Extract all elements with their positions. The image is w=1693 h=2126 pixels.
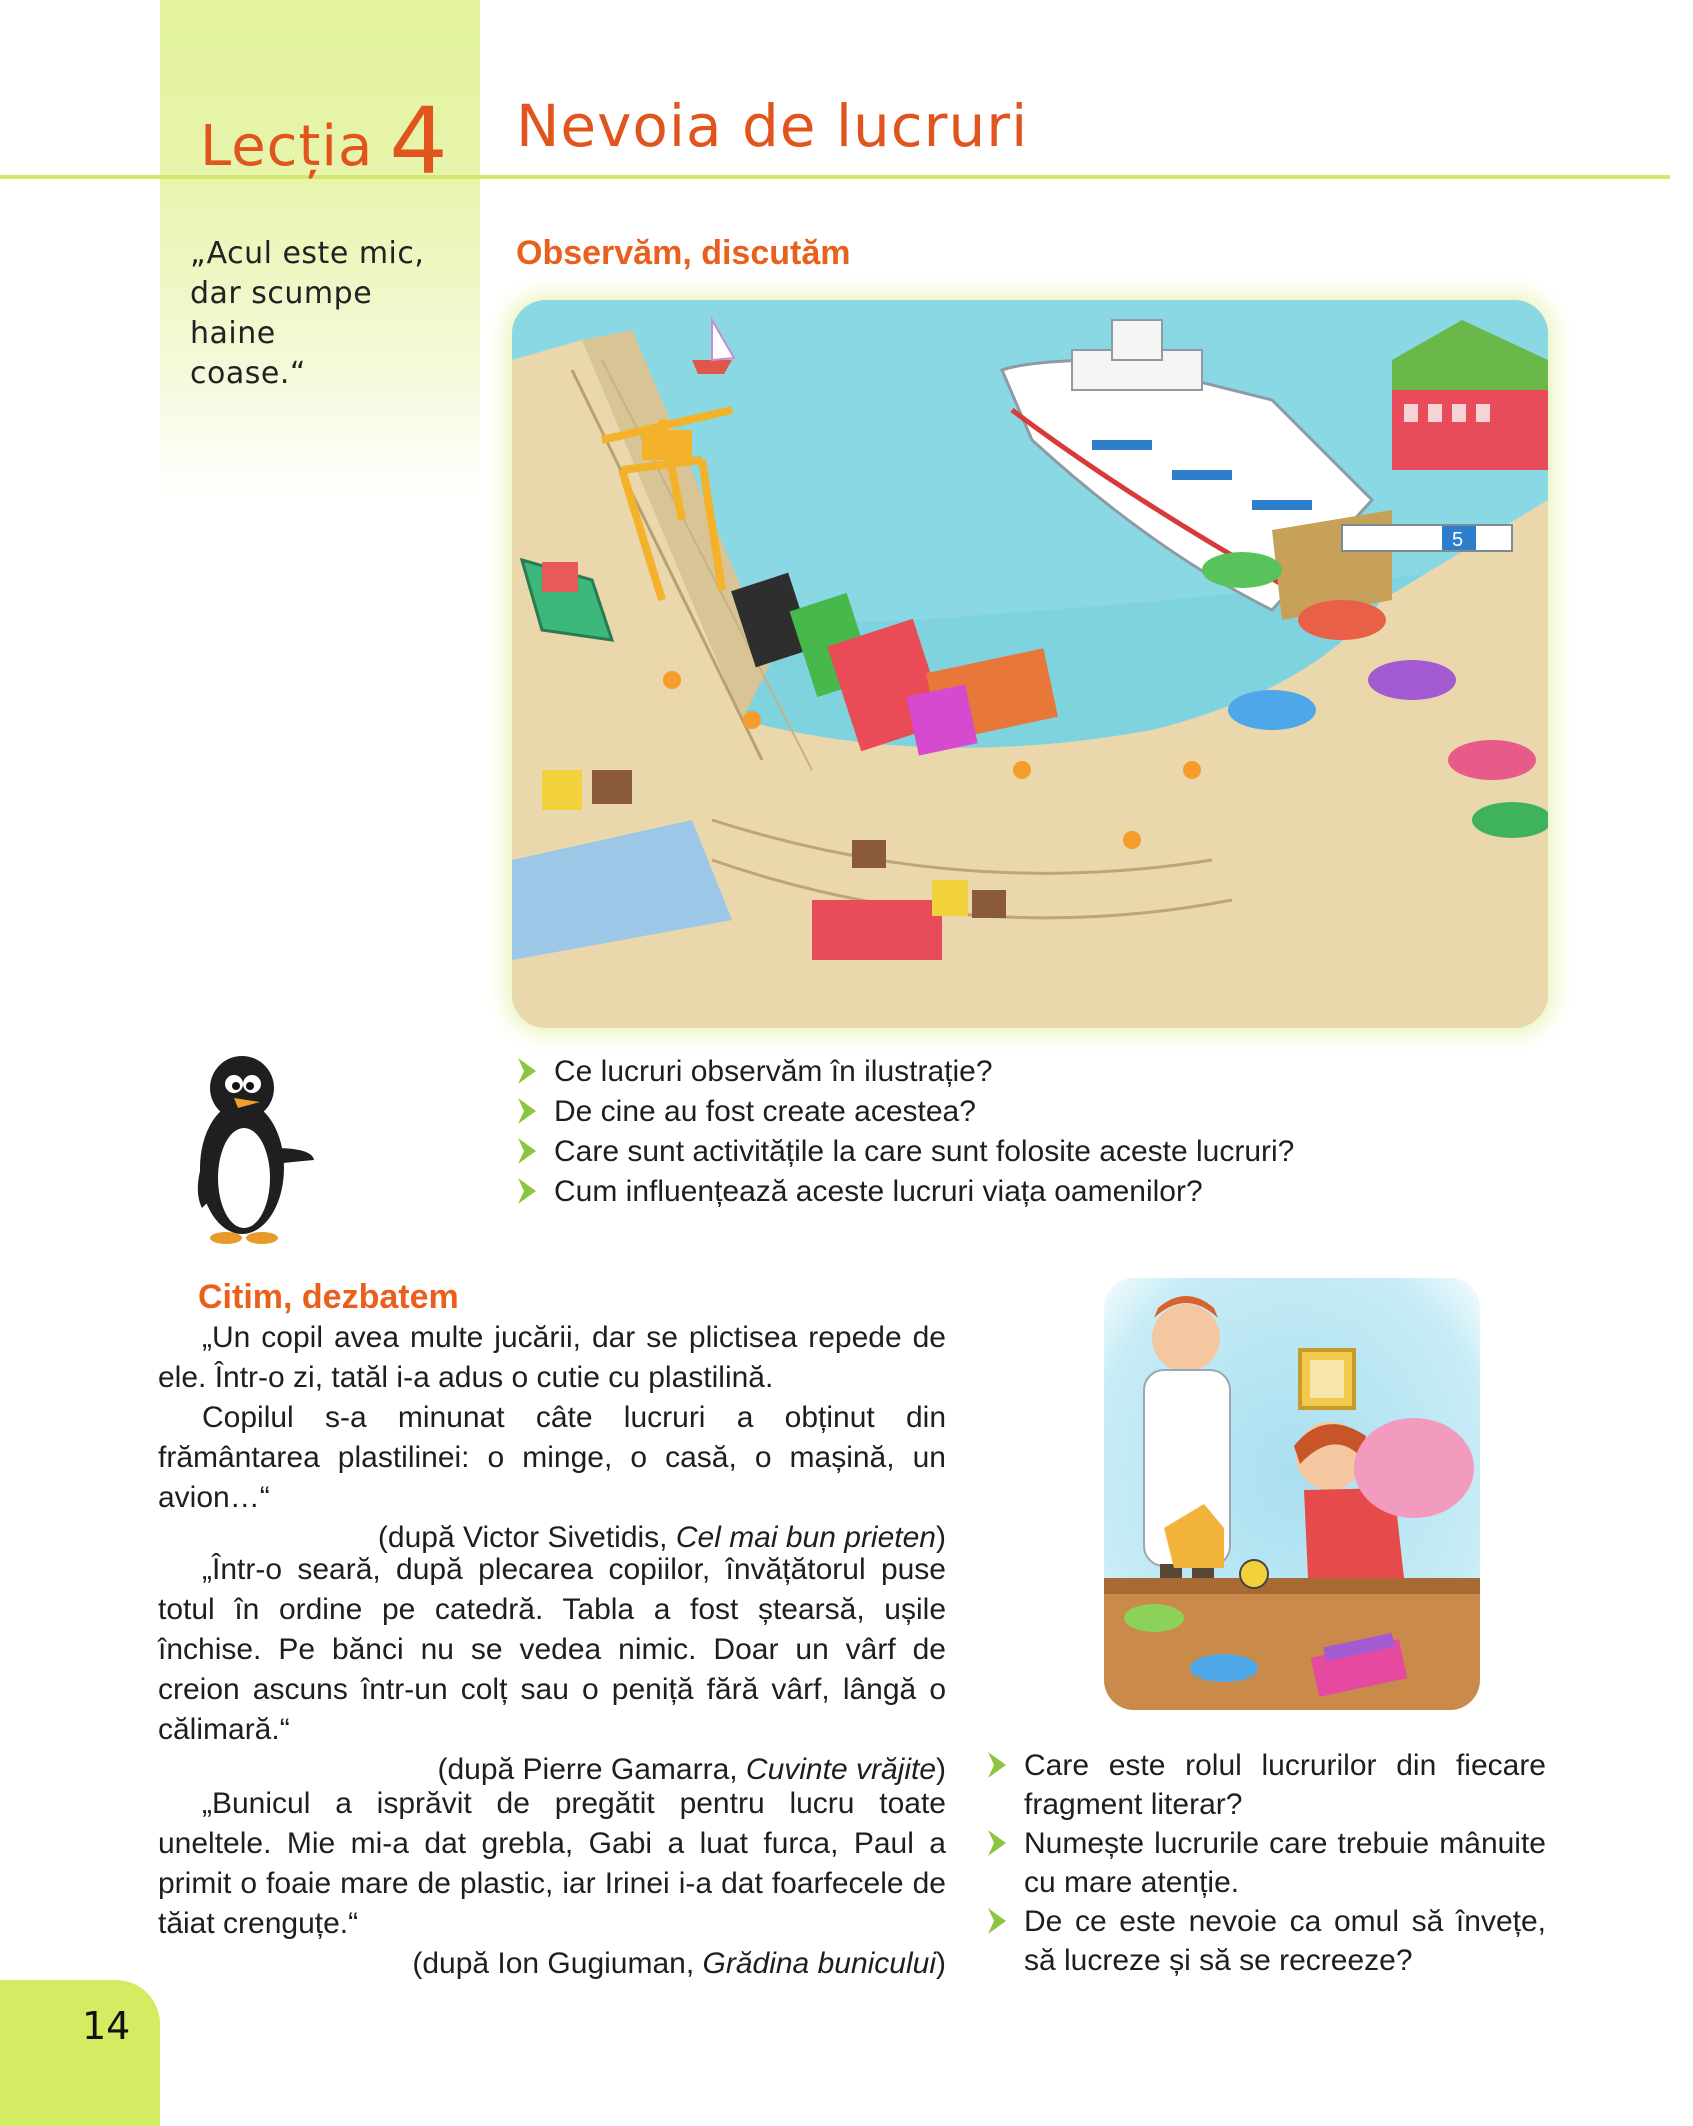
story-source: (după Ion Gugiuman, Grădina bunicului)	[412, 1947, 946, 1980]
arrow-bullet-icon	[516, 1056, 538, 1086]
story-paragraph: „Bunicul a isprăvit de pregătit pentru lucru toate uneltele. Mie mi-a dat grebla, Gabi a luat furca, Paul a primit o foaie mare de plastic, iar Irinei i-a dat foarfecele de tăiat crenguțe.“	[158, 1787, 946, 1940]
story-fragment-3	[158, 1784, 946, 1984]
penguin-mascot	[182, 1048, 322, 1248]
story-source: (după Pierre Gamarra, Cuvinte vrăjite)	[437, 1753, 946, 1786]
section-heading-observe: Observăm, discutăm	[516, 234, 851, 272]
story-fragment-1	[158, 1318, 946, 1558]
story-paragraph: „Într-o seară, după plecarea copiilor, învățătorul puse totul în ordine pe catedră. Tabla a fost ștearsă, ușile închise. Pe bănci nu se vedea nimic. Doar un vârf de creion ascuns într-un colț sau o peniță fără vârf, lângă o călimară.“	[158, 1553, 946, 1746]
proverb-line: „Acul este mic,	[190, 236, 425, 271]
arrow-bullet-icon	[516, 1176, 538, 1206]
page-number: 14	[82, 2004, 131, 2048]
page-number-tab	[0, 1980, 160, 2126]
story-paragraph: „Un copil avea multe jucării, dar se plictisea repede de ele. Într-o zi, tatăl i-a adus o cutie cu plastilină.	[158, 1321, 946, 1394]
arrow-bullet-icon	[986, 1828, 1008, 1858]
lesson-word: Lecția	[200, 114, 374, 179]
list-item: Care sunt activitățile la care sunt folosite aceste lucruri?	[516, 1132, 1294, 1172]
arrow-bullet-icon	[986, 1906, 1008, 1936]
list-item: Ce lucruri observăm în ilustrație?	[516, 1052, 1294, 1092]
list-item: Cum influențează aceste lucruri viața oamenilor?	[516, 1172, 1294, 1212]
list-item: De cine au fost create acestea?	[516, 1092, 1294, 1132]
story-fragment-2	[158, 1550, 946, 1790]
arrow-bullet-icon	[516, 1136, 538, 1166]
list-item: Numește lucrurile care trebuie mânuite cu mare atenție.	[986, 1824, 1546, 1902]
proverb-line: dar scumpe haine	[190, 276, 373, 351]
proverb	[190, 234, 460, 394]
reflection-questions-list	[986, 1746, 1546, 1980]
story-source: (după Victor Sivetidis, Cel mai bun prieten)	[377, 1521, 946, 1554]
observe-questions-list	[516, 1052, 1294, 1212]
arrow-bullet-icon	[516, 1096, 538, 1126]
section-heading-read: Citim, dezbatem	[198, 1278, 459, 1316]
proverb-line: coase.“	[190, 356, 306, 391]
list-item: De ce este nevoie ca omul să învețe, să lucreze și să se recreeze?	[986, 1902, 1546, 1980]
page-title: Nevoia de lucruri	[516, 92, 1029, 160]
list-item: Care este rolul lucrurilor din fiecare fragment literar?	[986, 1746, 1546, 1824]
lesson-label	[200, 80, 449, 195]
port-illustration	[512, 300, 1548, 1028]
arrow-bullet-icon	[986, 1750, 1008, 1780]
lesson-number: 4	[389, 88, 449, 195]
craft-illustration	[1104, 1278, 1480, 1710]
ship-ramp-number: 5	[1452, 529, 1464, 551]
story-paragraph: Copilul s-a minunat câte lucruri a obținut din frământarea plastilinei: o minge, o casă, o mașină, un avion…“	[158, 1401, 946, 1514]
